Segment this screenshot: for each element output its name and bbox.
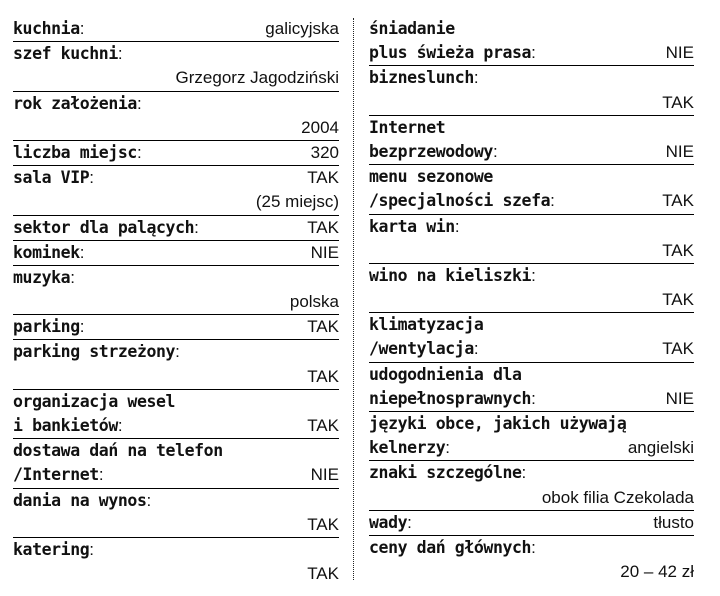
info-line [369, 461, 694, 485]
info-entry-sniadanie-plus-swieza-prasa [369, 17, 694, 66]
field-label: znaki szczególne [369, 463, 522, 483]
field-value: TAK [662, 191, 694, 211]
field-label: klimatyzacja [369, 315, 484, 335]
field-value: 320 [310, 142, 339, 162]
field-value: 2004 [301, 117, 339, 137]
field-value: TAK [307, 564, 339, 584]
label-group [369, 264, 536, 288]
info-line [369, 486, 694, 510]
field-value: polska [289, 292, 339, 312]
info-entry-udogodnienia-dla-niepelnosprawnych [369, 363, 694, 412]
field-value: NIE [665, 141, 694, 161]
label-group [369, 215, 460, 239]
info-line [13, 513, 339, 537]
label-colon: : [531, 388, 536, 408]
field-label: rok założenia [13, 93, 137, 113]
label-group [369, 436, 450, 460]
field-label: muzyka [13, 267, 71, 287]
label-group [369, 511, 412, 535]
label-colon: : [79, 317, 85, 337]
label-group [369, 461, 526, 485]
info-entry-katering [13, 538, 339, 586]
field-label: dostawa dań na telefon [13, 441, 223, 461]
label-colon: : [70, 267, 75, 287]
info-line [13, 463, 339, 487]
label-colon: : [117, 44, 123, 64]
field-label: karta win [369, 216, 455, 236]
field-value: NIE [665, 43, 694, 63]
field-label: /Internet [13, 465, 99, 485]
label-group [13, 42, 123, 66]
info-line [369, 189, 694, 213]
field-label: liczba miejsc [13, 142, 137, 162]
info-entry-wady [369, 511, 694, 536]
info-line [13, 315, 339, 339]
field-label: niepełnosprawnych [369, 388, 532, 408]
field-label: Internet [369, 117, 446, 137]
label-colon: : [89, 539, 95, 559]
info-line [13, 190, 339, 214]
info-entry-liczba-miejsc [13, 141, 339, 166]
field-value: galicyjska [265, 19, 339, 38]
left-column [13, 17, 339, 586]
field-label: bezprzewodowy [369, 141, 493, 161]
field-label: bizneslunch [369, 68, 474, 88]
field-value: TAK [662, 290, 694, 310]
field-value: TAK [307, 168, 339, 188]
field-label: menu sezonowe [369, 167, 493, 187]
field-label: katering [13, 539, 90, 559]
field-value: TAK [307, 217, 339, 237]
field-label: /specjalności szefa [369, 191, 551, 211]
field-label: udogodnienia dla [369, 364, 522, 384]
label-colon: : [79, 19, 85, 38]
field-value: TAK [307, 366, 339, 386]
field-value: angielski [627, 438, 694, 458]
info-line [13, 166, 339, 190]
info-line [369, 313, 694, 337]
info-entry-znaki-szczegolne [369, 461, 694, 510]
info-line [369, 436, 694, 460]
label-group [369, 387, 536, 411]
info-line [369, 363, 694, 387]
info-entry-muzyka [13, 266, 339, 315]
info-entry-sektor-dla-palacych [13, 216, 339, 241]
field-label: sektor dla palących [13, 217, 195, 237]
info-line [13, 241, 339, 265]
info-line [13, 562, 339, 586]
label-group [13, 538, 94, 562]
field-value: (25 miejsc) [255, 192, 339, 212]
field-value: TAK [307, 514, 339, 534]
info-line [369, 17, 694, 41]
info-entry-organizacja-wesel-i-bankietow [13, 390, 339, 439]
field-value: TAK [307, 317, 339, 337]
info-line [369, 511, 694, 535]
info-line [369, 116, 694, 140]
field-value: TAK [662, 339, 694, 359]
label-group [369, 337, 479, 361]
label-colon: : [98, 465, 104, 485]
label-group [369, 189, 555, 213]
info-entry-internet-bezprzewodowy [369, 116, 694, 165]
label-group [369, 66, 479, 90]
label-colon: : [454, 216, 460, 236]
label-colon: : [79, 242, 85, 262]
field-label: i bankietów [13, 416, 118, 435]
label-group [369, 140, 498, 164]
info-line [13, 390, 339, 414]
info-line [13, 17, 339, 41]
label-colon: : [473, 339, 479, 359]
info-entry-menu-sezonowe-specjalnosci-szefa [369, 165, 694, 214]
field-label: sala VIP [13, 168, 90, 188]
right-column [369, 17, 694, 584]
info-line [13, 42, 339, 66]
field-label: języki obce, jakich używają [369, 414, 627, 433]
field-label: wady [369, 512, 408, 532]
info-line [369, 288, 694, 312]
label-colon: : [473, 68, 479, 88]
field-label: dania na wynos [13, 490, 147, 510]
info-entry-ceny-dan-glownych [369, 536, 694, 584]
label-colon: : [531, 537, 536, 557]
field-label: ceny dań głównych [369, 537, 532, 557]
label-colon: : [194, 217, 199, 237]
info-line [13, 141, 339, 165]
field-label: kuchnia [13, 19, 80, 38]
label-group [13, 166, 94, 190]
field-label: parking [13, 317, 80, 337]
field-label: parking strzeżony [13, 342, 176, 362]
label-colon: : [136, 93, 142, 113]
label-colon: : [117, 416, 123, 435]
info-entry-dostawa-dan-na-telefon-internet [13, 439, 339, 488]
label-group [13, 340, 180, 364]
label-colon: : [521, 463, 527, 483]
info-line [369, 560, 694, 584]
field-value: NIE [665, 388, 694, 408]
info-entry-sala-vip [13, 166, 339, 215]
field-value: TAK [307, 416, 339, 435]
info-line [369, 91, 694, 115]
label-group [13, 266, 75, 290]
info-entry-dania-na-wynos [13, 489, 339, 538]
field-label: /wentylacja [369, 339, 474, 359]
label-group [13, 414, 123, 438]
label-group [13, 315, 84, 339]
info-line [369, 66, 694, 90]
label-group [13, 92, 142, 116]
field-label: wino na kieliszki [369, 265, 532, 285]
info-line [369, 140, 694, 164]
field-value: TAK [662, 92, 694, 112]
field-value: tłusto [653, 512, 694, 532]
info-line [13, 116, 339, 140]
info-line [369, 264, 694, 288]
info-line [369, 165, 694, 189]
label-group [13, 463, 104, 487]
info-entry-rok-zalozenia [13, 92, 339, 141]
field-label: kelnerzy [369, 438, 446, 458]
info-entry-kuchnia [13, 17, 339, 42]
label-group [13, 489, 151, 513]
field-value: NIE [310, 465, 339, 485]
info-line [13, 66, 339, 90]
field-label: organizacja wesel [13, 391, 176, 411]
field-label: szef kuchni [13, 44, 118, 64]
label-group [13, 216, 199, 240]
info-entry-parking-strzezony [13, 340, 339, 389]
info-entry-szef-kuchni [13, 42, 339, 91]
info-entry-kominek [13, 241, 339, 266]
field-label: śniadanie [369, 19, 455, 38]
info-entry-karta-win [369, 215, 694, 264]
info-entry-wino-na-kieliszki [369, 264, 694, 313]
info-entry-bizneslunch [369, 66, 694, 115]
info-line [13, 290, 339, 314]
field-label: kominek [13, 242, 80, 262]
info-line [13, 216, 339, 240]
info-entry-jezyki-obce-jakich-uzywaja-kelnerzy [369, 412, 694, 461]
info-line [13, 266, 339, 290]
label-group [13, 17, 84, 41]
field-value: 20 – 42 zł [620, 562, 694, 582]
label-group [369, 536, 536, 560]
info-entry-parking [13, 315, 339, 340]
field-value: NIE [310, 242, 339, 262]
info-line [13, 414, 339, 438]
info-line [369, 387, 694, 411]
dotted-column-divider [353, 18, 354, 580]
label-colon: : [89, 168, 95, 188]
info-line [369, 215, 694, 239]
field-value: TAK [662, 240, 694, 260]
field-value: Grzegorz Jagodziński [175, 68, 339, 88]
label-colon: : [175, 342, 180, 362]
label-group [13, 141, 142, 165]
label-colon: : [531, 43, 536, 63]
label-group [369, 41, 536, 65]
info-line [13, 340, 339, 364]
info-line [369, 536, 694, 560]
label-colon: : [492, 141, 498, 161]
info-line [369, 337, 694, 361]
info-entry-klimatyzacja-wentylacja [369, 313, 694, 362]
info-line [13, 439, 339, 463]
label-colon: : [407, 512, 412, 532]
label-colon: : [531, 265, 536, 285]
info-line [369, 239, 694, 263]
label-colon: : [550, 191, 555, 211]
field-label: plus świeża prasa [369, 43, 532, 63]
field-value: obok filia Czekolada [541, 487, 694, 507]
info-line [369, 41, 694, 65]
label-group [13, 241, 84, 265]
label-colon: : [445, 438, 451, 458]
label-colon: : [146, 490, 152, 510]
info-line [13, 92, 339, 116]
info-line [13, 489, 339, 513]
info-line [13, 365, 339, 389]
label-colon: : [136, 142, 142, 162]
info-line [369, 412, 694, 436]
info-line [13, 538, 339, 562]
